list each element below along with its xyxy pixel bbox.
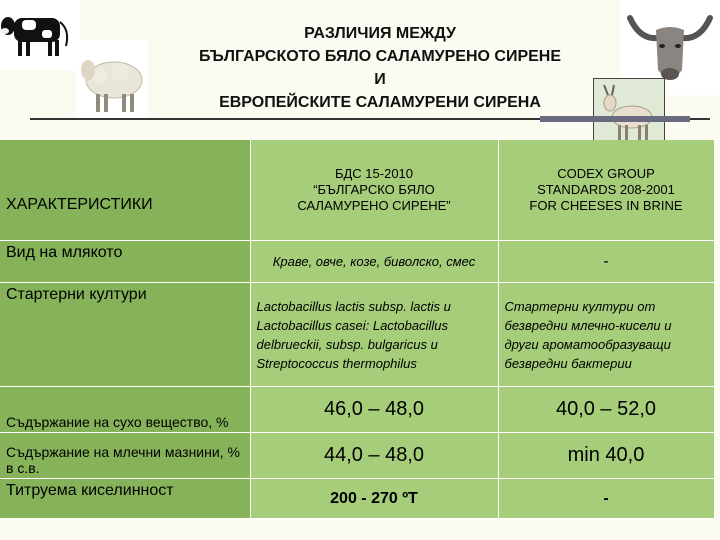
header-bds-line-1: БДС 15-2010 xyxy=(334,166,414,181)
row-bds-value: 46,0 – 48,0 xyxy=(250,387,498,433)
sheep-image xyxy=(76,40,148,120)
row-bds-value: Краве, овче, козе, биволско, смес xyxy=(250,241,498,283)
header-bds-line-3: САЛАМУРЕНО СИРЕНЕ” xyxy=(297,198,451,213)
table-row xyxy=(0,283,714,387)
row-label: Съдържание на сухо вещество, % xyxy=(0,387,250,433)
row-codex-value: min 40,0 xyxy=(498,433,714,479)
header-codex-line-1: CODEX GROUP xyxy=(557,166,655,181)
header-codex-line-3: FOR CHEESES IN BRINE xyxy=(529,198,683,213)
cow-image xyxy=(0,0,80,70)
title-line-3: И xyxy=(374,71,386,88)
comparison-table xyxy=(0,140,715,519)
row-codex-value: 40,0 – 52,0 xyxy=(498,387,714,433)
divider-accent xyxy=(540,116,690,122)
title-line-1: РАЗЛИЧИЯ МЕЖДУ xyxy=(304,25,456,42)
header-bds-line-2: “БЪЛГАРСКО БЯЛО xyxy=(313,182,435,197)
row-bds-value: 44,0 – 48,0 xyxy=(250,433,498,479)
title-line-2: БЪЛГАРСКОТО БЯЛО САЛАМУРЕНО СИРЕНЕ xyxy=(198,48,562,65)
title-line-4: ЕВРОПЕЙСКИТЕ САЛАМУРЕНИ СИРЕНА xyxy=(219,94,541,111)
header-codex-standard xyxy=(498,140,714,241)
row-codex-value: - xyxy=(498,241,714,283)
table-row xyxy=(0,241,714,283)
row-bds-value: 200 - 270 ºТ xyxy=(250,479,498,519)
table-row xyxy=(0,387,714,433)
header-characteristics: ХАРАКТЕРИСТИКИ xyxy=(0,140,250,241)
row-label: Съдържание на млечни мазнини, % в с.в. xyxy=(0,433,250,479)
row-label: Вид на млякото xyxy=(0,241,250,283)
row-label: Стартерни култури xyxy=(0,283,250,387)
row-codex-value: - xyxy=(498,479,714,519)
row-codex-value: Стартерни култури от безвредни млечно-кисели и други ароматообразуващи безвредни бактерии xyxy=(498,283,714,387)
row-bds-value: Lactobacillus lactis subsp. lactis и Lactobacillus casei: Lactobacillus delbrueckii, subsp. bulgaricus и Streptococcus thermophilus xyxy=(250,283,498,387)
header-bds-standard xyxy=(250,140,498,241)
header-codex-line-2: STANDARDS 208-2001 xyxy=(537,182,675,197)
table-row xyxy=(0,479,714,519)
row-label: Титруема киселинност xyxy=(0,479,250,519)
table-header-row xyxy=(0,140,714,241)
title xyxy=(150,22,610,114)
table-row xyxy=(0,433,714,479)
